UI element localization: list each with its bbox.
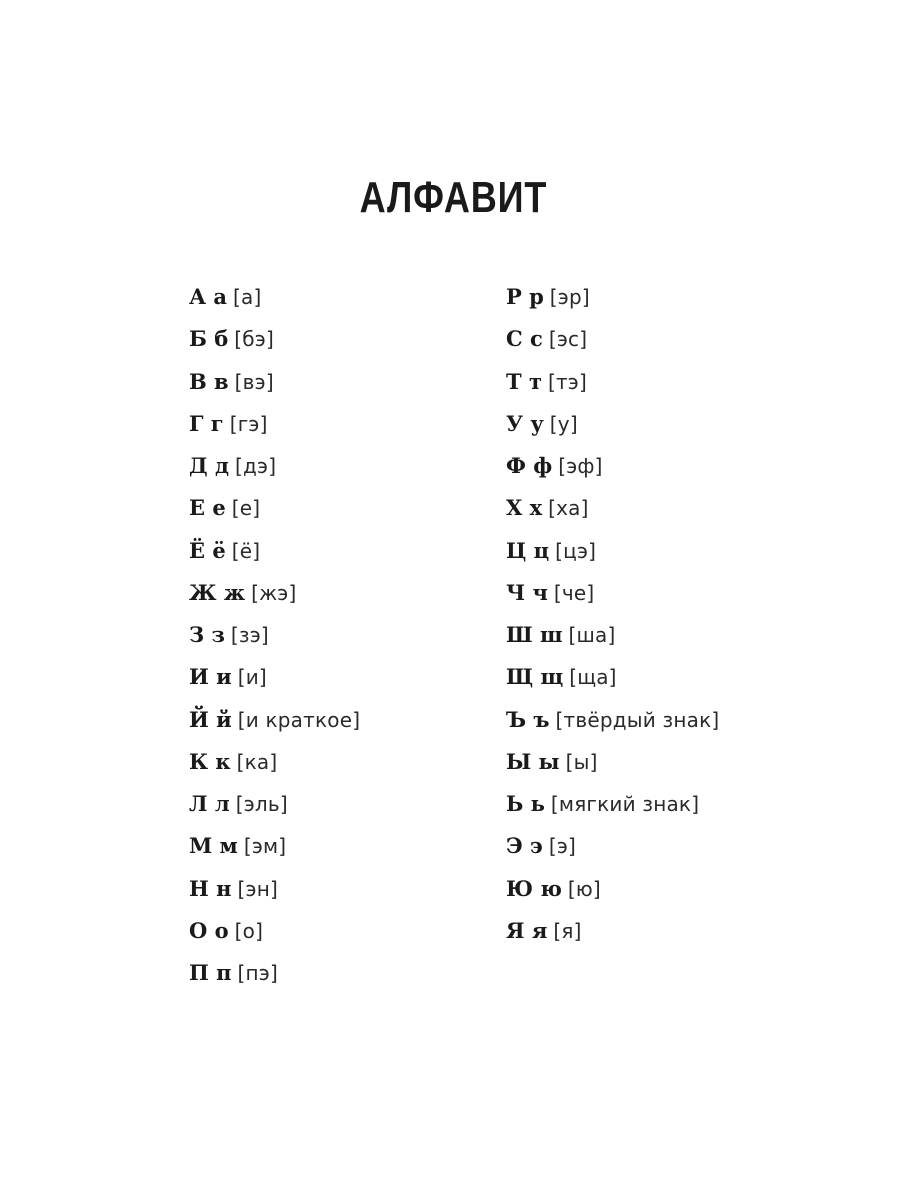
letter-pair: Е е — [189, 495, 226, 521]
letter-pair: Х х — [506, 495, 543, 521]
alphabet-entry — [189, 403, 360, 445]
alphabet-entry — [189, 530, 360, 572]
letter-pair: Ж ж — [189, 579, 246, 605]
letter-pair: В в — [189, 368, 229, 394]
letter-pair: А а — [189, 284, 228, 309]
letter-pair: Р р — [506, 284, 544, 309]
letter-pair: Н н — [189, 875, 232, 901]
letter-name: [эр] — [549, 285, 590, 309]
letter-name: [е] — [231, 496, 261, 521]
letter-name: [пэ] — [237, 961, 278, 985]
letter-pair: Э э — [506, 833, 543, 859]
letter-name: [и краткое] — [237, 707, 361, 732]
letter-name: [эм] — [243, 834, 287, 859]
letter-pair: Ц ц — [506, 537, 550, 563]
letter-pair: З з — [189, 622, 225, 647]
letter-name: [ка] — [236, 749, 278, 774]
letter-pair: Ы ы — [506, 748, 560, 774]
letter-pair: Д д — [189, 453, 229, 478]
alphabet-entry — [506, 445, 719, 487]
letter-pair: У у — [506, 410, 544, 436]
letter-pair: Й й — [189, 706, 232, 732]
letter-pair: Л л — [189, 791, 230, 816]
letter-pair: С с — [506, 326, 543, 352]
alphabet-entry — [189, 572, 360, 614]
alphabet-entry — [189, 741, 360, 783]
letter-name: [эф] — [558, 454, 603, 478]
letter-name: [ща] — [569, 665, 617, 690]
letter-name: [ха] — [548, 496, 589, 521]
alphabet-entry — [189, 445, 360, 487]
letter-name: [эль] — [235, 792, 288, 816]
letter-pair: Б б — [189, 326, 229, 352]
alphabet-entry — [189, 276, 360, 318]
alphabet-entry — [189, 614, 360, 656]
letter-name: [эн] — [237, 876, 278, 901]
alphabet-entry — [189, 868, 360, 910]
letter-name: [о] — [234, 918, 264, 943]
alphabet-entry — [506, 868, 719, 910]
alphabet-entry — [506, 276, 719, 318]
letter-name: [и] — [237, 665, 267, 690]
alphabet-entry — [189, 910, 360, 952]
letter-pair: П п — [189, 960, 232, 985]
alphabet-entry — [189, 783, 360, 825]
letter-pair: М м — [189, 833, 238, 859]
alphabet-entry — [189, 318, 360, 360]
letter-pair: Ч ч — [506, 579, 548, 605]
letter-name: [у] — [549, 411, 578, 436]
alphabet-entry — [189, 699, 360, 741]
letter-name: [ю] — [567, 876, 601, 901]
letter-pair: Ъ ъ — [506, 706, 550, 732]
letter-pair: О о — [189, 917, 229, 943]
alphabet-entry — [506, 361, 719, 403]
letter-name: [ы] — [565, 749, 598, 774]
letter-pair: Ш ш — [506, 622, 563, 647]
alphabet-entry — [506, 910, 719, 952]
letter-pair: Щ щ — [506, 664, 564, 690]
letter-name: [ё] — [231, 538, 261, 563]
letter-name: [а] — [233, 285, 262, 309]
alphabet-entry — [189, 952, 360, 994]
alphabet-entry — [506, 783, 719, 825]
letter-pair: Я я — [506, 917, 548, 943]
alphabet-entry — [189, 825, 360, 867]
alphabet-entry — [506, 699, 719, 741]
letter-pair: Т т — [506, 368, 542, 394]
letter-name: [дэ] — [234, 454, 277, 478]
letter-name: [тэ] — [547, 369, 587, 394]
page-title: АЛФАВИТ — [359, 173, 548, 222]
letter-name: [ша] — [568, 623, 616, 647]
letter-name: [че] — [553, 580, 595, 605]
letter-name: [бэ] — [234, 327, 274, 352]
letter-name: [эс] — [548, 327, 588, 352]
letter-pair: Ю ю — [506, 875, 562, 901]
alphabet-column-right — [506, 276, 719, 952]
letter-pair: Ф ф — [506, 453, 553, 478]
letter-name: [твёрдый знак] — [555, 707, 720, 732]
letter-name: [э] — [548, 834, 576, 859]
letter-pair: Ё ё — [189, 537, 226, 563]
alphabet-entry — [189, 361, 360, 403]
alphabet-entry — [506, 572, 719, 614]
letter-name: [жэ] — [251, 580, 297, 605]
letter-name: [мягкий знак] — [550, 792, 700, 816]
alphabet-entry — [189, 487, 360, 529]
alphabet-entry — [506, 403, 719, 445]
letter-name: [я] — [553, 918, 582, 943]
alphabet-entry — [506, 614, 719, 656]
alphabet-entry — [506, 318, 719, 360]
letter-name: [вэ] — [234, 369, 274, 394]
letter-name: [гэ] — [229, 411, 268, 436]
alphabet-entry — [506, 530, 719, 572]
letter-pair: Ь ь — [506, 791, 545, 816]
letter-pair: Г г — [189, 410, 224, 436]
alphabet-entry — [506, 656, 719, 698]
alphabet-entry — [506, 487, 719, 529]
letter-pair: И и — [189, 664, 232, 690]
letter-pair: К к — [189, 748, 231, 774]
letter-name: [зэ] — [230, 623, 269, 647]
alphabet-entry — [506, 825, 719, 867]
alphabet-entry — [506, 741, 719, 783]
letter-name: [цэ] — [555, 538, 597, 563]
alphabet-column-left — [189, 276, 360, 994]
alphabet-entry — [189, 656, 360, 698]
